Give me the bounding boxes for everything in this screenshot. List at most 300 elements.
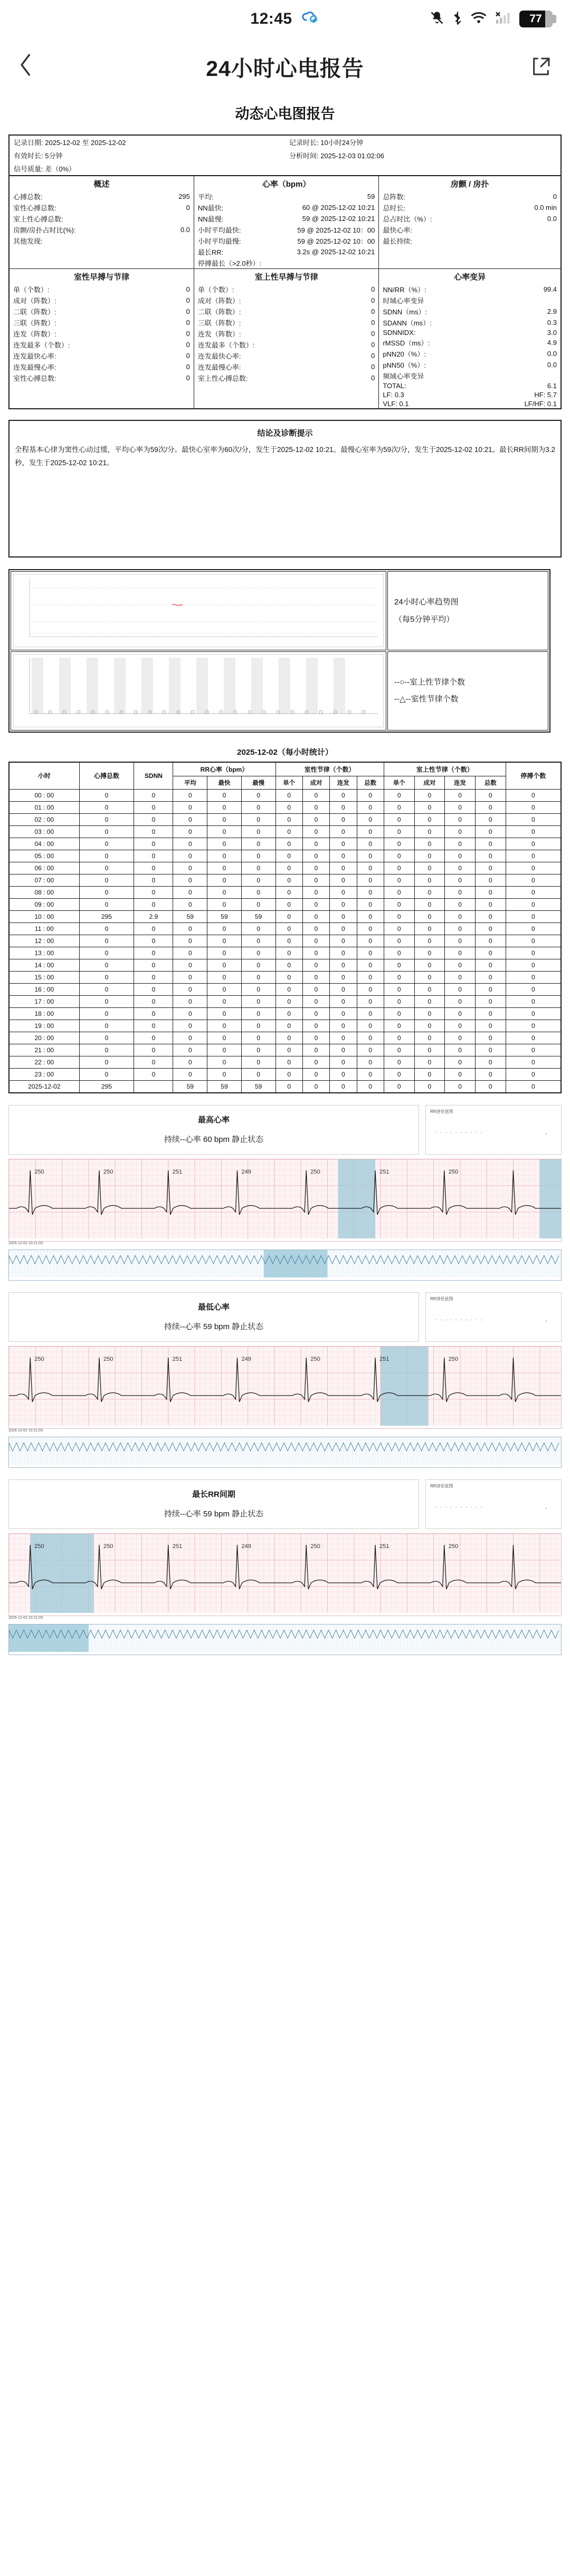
cell-value: 0 xyxy=(357,789,384,801)
cell-value: 0 xyxy=(384,1007,414,1020)
cell-value xyxy=(134,1080,173,1093)
cell-value: 0 xyxy=(302,1068,329,1080)
cell-value: 0 xyxy=(414,1020,445,1032)
kv-row xyxy=(194,257,378,268)
kv-value: 4.9 xyxy=(547,339,557,347)
cell-value: 0 xyxy=(207,1056,242,1068)
kv-key: 停搏最长（>2.0秒）: xyxy=(197,259,262,267)
cell-value: 0 xyxy=(384,1020,414,1032)
svg-text:249: 249 xyxy=(241,1168,251,1175)
heart-rate-list xyxy=(194,191,378,268)
cell-value: 0 xyxy=(241,1068,276,1080)
share-button[interactable] xyxy=(522,56,551,77)
cell-value: 0 xyxy=(330,1080,357,1093)
th-s-single: 单个 xyxy=(384,776,414,789)
cell-value: 0 xyxy=(357,838,384,850)
cell-value: 0 xyxy=(173,922,207,935)
cell-value: 0 xyxy=(475,1080,506,1093)
kv-value xyxy=(470,370,560,381)
kv-key: 连发最慢心率: xyxy=(13,363,56,371)
cell-value: 0 xyxy=(475,971,506,983)
table-row xyxy=(9,801,561,813)
kv-value: 0.0 xyxy=(547,215,557,223)
kv-row xyxy=(379,370,560,381)
kv-row xyxy=(10,191,194,202)
cell-value: 0 xyxy=(414,1068,445,1080)
cell-value: 0 xyxy=(134,922,173,935)
table-row xyxy=(9,910,561,922)
kv-value: 0 xyxy=(186,296,190,304)
cell-value: 0 xyxy=(241,838,276,850)
cell-value: 0 xyxy=(134,862,173,874)
kv-row xyxy=(10,372,194,383)
cell-value: 0 xyxy=(330,1044,357,1056)
cell-value: 0 xyxy=(79,995,134,1007)
rhythm-overview xyxy=(8,1437,562,1468)
cell-value: 0 xyxy=(173,862,207,874)
cell-value: 0 xyxy=(302,947,329,959)
cell-value: 0 xyxy=(302,971,329,983)
kv-key: 连发最多（个数）: xyxy=(197,341,255,349)
cell-value: 0 xyxy=(207,801,242,813)
cell-hour: 17 : 00 xyxy=(9,995,79,1007)
cell-value: 0 xyxy=(134,1007,173,1020)
cell-value: 0 xyxy=(357,1068,384,1080)
trend-caption-line1: 24小时心率趋势图 xyxy=(394,597,459,607)
cell-value: 0 xyxy=(384,801,414,813)
cell-value: 0 xyxy=(330,983,357,995)
kv-key: SDNNIDX: xyxy=(383,329,416,337)
kv-row xyxy=(194,246,378,257)
cell-value: 0 xyxy=(241,1044,276,1056)
report-document xyxy=(0,95,570,1856)
cell-value: 0 xyxy=(475,801,506,813)
cell-value: 0 xyxy=(414,789,445,801)
kv-row xyxy=(10,235,194,246)
kv-value: 0 xyxy=(371,319,375,326)
svg-text:249: 249 xyxy=(241,1543,251,1550)
cell-value: 0 xyxy=(173,947,207,959)
kv-row xyxy=(10,350,194,361)
ectopic-bar-plot xyxy=(11,651,386,730)
kv-row xyxy=(10,213,194,224)
cell-value: 0 xyxy=(445,935,476,947)
svg-text:250: 250 xyxy=(310,1543,320,1550)
panel-heading: 心率（bpm） xyxy=(262,180,311,189)
cell-value: 0 xyxy=(207,1068,242,1080)
cell-value: 0 xyxy=(79,971,134,983)
cell-value: 0 xyxy=(414,1080,445,1093)
kv-key: 小时平均最慢: xyxy=(197,237,241,245)
lorenz-plot xyxy=(425,1105,562,1155)
kv-value: 59 xyxy=(367,193,375,200)
kv-row xyxy=(194,361,378,372)
kv-value: 59 @ 2025-12-02 10：00 xyxy=(297,237,375,245)
cell-value: 0 xyxy=(506,850,561,862)
back-button[interactable] xyxy=(19,53,48,80)
cell-value: 0 xyxy=(79,1020,134,1032)
cell-value: 0 xyxy=(506,825,561,838)
kv-row xyxy=(194,284,378,295)
cell-value: 0 xyxy=(445,947,476,959)
hr-trend-caption xyxy=(387,571,548,650)
cell-value: 0 xyxy=(414,874,445,886)
cell-value: 0 xyxy=(445,789,476,801)
th-v-total: 总数 xyxy=(357,776,384,789)
cell-value: 0 xyxy=(173,813,207,825)
cell-value: 0 xyxy=(302,959,329,971)
cell-value: 0 xyxy=(445,910,476,922)
cell-value: 0 xyxy=(445,995,476,1007)
cloud-sync-icon xyxy=(302,12,320,27)
pvc-list xyxy=(10,284,194,408)
cell-value: 0 xyxy=(173,995,207,1007)
th-min: 最慢 xyxy=(241,776,276,789)
kv-value: 0 xyxy=(186,307,190,315)
kv-row xyxy=(194,328,378,339)
cell-value: 0 xyxy=(207,1032,242,1044)
cell-hour: 05 : 00 xyxy=(9,850,79,862)
cell-value: 0 xyxy=(330,922,357,935)
kv-key: 心搏总数: xyxy=(13,193,43,201)
cell-value: 0 xyxy=(445,1007,476,1020)
cell-hour: 18 : 00 xyxy=(9,1007,79,1020)
svg-text:250: 250 xyxy=(448,1543,459,1550)
kv-value: 0.0 min xyxy=(534,204,557,212)
cell-value: 0 xyxy=(79,886,134,898)
cell-value: 0 xyxy=(475,874,506,886)
cell-hour: 07 : 00 xyxy=(9,874,79,886)
meta-cell xyxy=(9,162,285,175)
cell-value: 0 xyxy=(475,947,506,959)
cell-value: 0 xyxy=(414,971,445,983)
cell-value: 0 xyxy=(302,995,329,1007)
meta-key: 信号质量: xyxy=(14,165,43,173)
cell-value: 0 xyxy=(134,995,173,1007)
meta-key: 有效时长: xyxy=(14,152,43,160)
cell-value: 0 xyxy=(173,1044,207,1056)
kv-value: 0.0 xyxy=(547,361,557,369)
panel-heading: 房颤 / 房扑 xyxy=(450,180,489,189)
page-title: 24小时心电报告 xyxy=(206,56,364,81)
cell-value: 0 xyxy=(134,1032,173,1044)
cell-value: 0 xyxy=(302,850,329,862)
cell-value: 0 xyxy=(357,850,384,862)
kv-key: 最长持续: xyxy=(383,237,412,245)
hr-trend-canvas xyxy=(13,574,384,647)
cell-value: 0 xyxy=(276,922,302,935)
cell-value: 0 xyxy=(241,789,276,801)
kv-value xyxy=(278,257,378,268)
cell-value: 0 xyxy=(445,1080,476,1093)
kv-row xyxy=(194,295,378,306)
kv-row xyxy=(194,372,378,383)
cell-value: 0 xyxy=(357,1080,384,1093)
ecg-strips-container xyxy=(8,1105,562,1655)
cell-value: 0 xyxy=(506,1007,561,1020)
cell-hour: 10 : 00 xyxy=(9,910,79,922)
cell-value: 0 xyxy=(207,862,242,874)
svg-text:251: 251 xyxy=(172,1356,183,1362)
cell-value: 0 xyxy=(384,959,414,971)
kv-key: 单（个数）: xyxy=(197,286,234,294)
cell-value: 0 xyxy=(414,1044,445,1056)
cell-value: 0 xyxy=(79,935,134,947)
kv-value xyxy=(470,295,560,306)
kv-row xyxy=(379,295,560,306)
svg-text:250: 250 xyxy=(34,1356,44,1362)
cell-hour: 20 : 00 xyxy=(9,1032,79,1044)
th-v-run: 连发 xyxy=(330,776,357,789)
cell-value: 0 xyxy=(475,789,506,801)
table-row xyxy=(9,874,561,886)
cell-value: 0 xyxy=(506,813,561,825)
cell-value: 59 xyxy=(207,1080,242,1093)
cell-value: 0 xyxy=(357,910,384,922)
cell-hour: 15 : 00 xyxy=(9,971,79,983)
cell-value: 0 xyxy=(276,874,302,886)
bluetooth-icon xyxy=(452,11,463,28)
kv-key: VLF: 0.1 xyxy=(383,400,409,408)
cell-value: 0 xyxy=(241,971,276,983)
cell-value: 0 xyxy=(506,959,561,971)
cell-value: 0 xyxy=(384,862,414,874)
kv-key: 连发（阵数）: xyxy=(197,330,241,338)
cell-value: 0 xyxy=(302,1020,329,1032)
cell-value: 0 xyxy=(384,813,414,825)
table-row xyxy=(9,935,561,947)
cell-value: 0 xyxy=(384,983,414,995)
cell-value: 0 xyxy=(276,910,302,922)
cell-value: 0 xyxy=(134,971,173,983)
cell-value: 0 xyxy=(475,959,506,971)
cell-value: 0 xyxy=(173,1068,207,1080)
status-bar-center xyxy=(250,10,319,28)
cell-value: 0 xyxy=(134,825,173,838)
ecg-timestamp: 2025-12-02 10:21:03 xyxy=(8,1428,43,1433)
cell-value: 0 xyxy=(357,959,384,971)
kv-row xyxy=(10,295,194,306)
kv-row xyxy=(194,235,378,246)
cell-value: 0 xyxy=(414,947,445,959)
cell-value: 0 xyxy=(445,838,476,850)
cell-value: 0 xyxy=(207,886,242,898)
cell-value: 0 xyxy=(276,1044,302,1056)
cell-value: 0 xyxy=(276,801,302,813)
lorenz-marker: · xyxy=(545,1504,547,1512)
kv-key: 成对（阵数）: xyxy=(197,297,241,305)
cell-value: 0 xyxy=(506,947,561,959)
table-row xyxy=(9,886,561,898)
cell-value: 0 xyxy=(475,995,506,1007)
cell-value: 0 xyxy=(79,825,134,838)
kv-row xyxy=(379,284,560,295)
cell-value: 0 xyxy=(384,995,414,1007)
strip-title: 最高心率 xyxy=(197,1115,230,1124)
kv-value: 99.4 xyxy=(543,285,557,293)
pac-list xyxy=(194,284,378,408)
kv-row xyxy=(194,317,378,328)
meta-key: 记录日期: xyxy=(14,139,43,147)
cell-value: 0 xyxy=(302,886,329,898)
cell-value: 0 xyxy=(276,1020,302,1032)
cell-value: 0 xyxy=(79,801,134,813)
kv-row xyxy=(379,381,560,390)
cell-value: 0 xyxy=(134,1056,173,1068)
cell-value: 0 xyxy=(414,862,445,874)
cell-value: 0 xyxy=(302,789,329,801)
cell-value: 0 xyxy=(445,1032,476,1044)
cell-value: 0 xyxy=(384,1044,414,1056)
cell-value: 0 xyxy=(445,959,476,971)
cell-value: 0 xyxy=(207,825,242,838)
kv-row xyxy=(194,202,378,213)
cell-value: 0 xyxy=(357,874,384,886)
cell-value: 0 xyxy=(330,971,357,983)
kv-key: 室性心搏总数: xyxy=(13,374,56,382)
kv-value xyxy=(155,235,194,246)
kv-value: 3.2s @ 2025-12-02 10:21 xyxy=(297,248,375,256)
cell-value: 0 xyxy=(384,1080,414,1093)
cell-value: 0 xyxy=(302,813,329,825)
cell-value: 0 xyxy=(302,1080,329,1093)
kv-key: 总时长: xyxy=(383,204,405,212)
table-row xyxy=(9,1032,561,1044)
cell-value: 0 xyxy=(134,789,173,801)
meta-value: 2025-12-03 01:02:06 xyxy=(320,152,384,160)
cell-value: 59 xyxy=(241,910,276,922)
cell-value: 0 xyxy=(241,898,276,910)
kv-row xyxy=(194,224,378,235)
cell-hour: 11 : 00 xyxy=(9,922,79,935)
cell-value: 0 xyxy=(330,898,357,910)
kv-row xyxy=(379,306,560,317)
cell-value: 0 xyxy=(134,850,173,862)
cell-value: 0 xyxy=(475,813,506,825)
cell-value: 0 xyxy=(276,862,302,874)
cell-value: 0 xyxy=(506,801,561,813)
kv-key: 三联（阵数）: xyxy=(197,319,241,327)
cell-value: 0 xyxy=(445,1044,476,1056)
ecg-strip-block xyxy=(8,1105,562,1281)
cell-value: 0 xyxy=(475,1068,506,1080)
cell-value: 2.9 xyxy=(134,910,173,922)
af-list xyxy=(379,191,560,267)
kv-key: 连发（阵数）: xyxy=(13,330,56,338)
svg-text:250: 250 xyxy=(34,1168,44,1175)
svg-text:250: 250 xyxy=(448,1168,459,1175)
meta-cell xyxy=(285,135,561,149)
app-header xyxy=(0,38,570,95)
cell-value: 0 xyxy=(357,862,384,874)
kv-value xyxy=(498,235,560,246)
kv-key: 二联（阵数）: xyxy=(13,308,56,316)
cell-value: 0 xyxy=(475,1056,506,1068)
kv-key: 三联（阵数）: xyxy=(13,319,56,327)
cell-value: 0 xyxy=(357,971,384,983)
cell-value: 0 xyxy=(384,850,414,862)
th-s-pair: 成对 xyxy=(414,776,445,789)
cell-value: 0 xyxy=(173,886,207,898)
kv-value: 0 xyxy=(371,374,375,382)
charts-block xyxy=(8,569,550,733)
kv-value: 0 xyxy=(186,319,190,326)
cell-value: 0 xyxy=(207,1020,242,1032)
cell-value: 0 xyxy=(445,801,476,813)
cell-value: 0 xyxy=(241,813,276,825)
svg-text:250: 250 xyxy=(103,1543,113,1550)
table-row xyxy=(9,1068,561,1080)
cell-value: 0 xyxy=(414,813,445,825)
kv-value: 0.0 xyxy=(547,350,557,358)
battery-level: 77 xyxy=(529,13,542,25)
cell-hour: 09 : 00 xyxy=(9,898,79,910)
kv-row xyxy=(10,246,194,267)
cell-value: 0 xyxy=(207,1044,242,1056)
cell-hour: 00 : 00 xyxy=(9,789,79,801)
kv-value: 0 xyxy=(186,363,190,371)
cell-value: 0 xyxy=(445,922,476,935)
cell-value: 0 xyxy=(414,935,445,947)
cell-value: 0 xyxy=(276,1007,302,1020)
cell-value: 0 xyxy=(276,886,302,898)
cell-value: 0 xyxy=(330,1007,357,1020)
cell-value: 0 xyxy=(330,813,357,825)
kv-key: 最长RR: xyxy=(197,248,224,256)
battery-icon xyxy=(519,11,552,27)
cell-value: 0 xyxy=(445,1020,476,1032)
cell-value: 0 xyxy=(134,1020,173,1032)
kv-key: rMSSD（ms）: xyxy=(383,339,430,347)
kv-key: NN/RR（%）: xyxy=(383,286,426,294)
kv-key: NN最慢: xyxy=(197,215,224,223)
cell-value: 0 xyxy=(276,838,302,850)
report-title: 动态心电图报告 xyxy=(235,106,335,122)
cell-value: 0 xyxy=(384,1056,414,1068)
hourly-table-body xyxy=(9,789,561,1093)
table-row xyxy=(9,1056,561,1068)
kv-key: 频域心率变异 xyxy=(383,372,424,380)
kv-row xyxy=(10,383,194,408)
kv-key: 室上性心搏总数: xyxy=(13,215,63,223)
kv-value: 0 xyxy=(371,363,375,371)
cell-value: 0 xyxy=(241,874,276,886)
cell-value: 0 xyxy=(241,1007,276,1020)
cell-value: 0 xyxy=(173,1020,207,1032)
ecg-strip-block xyxy=(8,1479,562,1655)
cell-value: 0 xyxy=(134,874,173,886)
cell-value: 0 xyxy=(241,995,276,1007)
cell-value: 0 xyxy=(384,910,414,922)
table-row xyxy=(9,850,561,862)
cell-value: 0 xyxy=(173,898,207,910)
rhythm-overview xyxy=(8,1624,562,1655)
panel-overview xyxy=(9,176,194,269)
cell-value: 0 xyxy=(241,983,276,995)
cell-value: 0 xyxy=(330,959,357,971)
ectopic-bar-canvas xyxy=(13,654,384,727)
kv-key: LF: 0.3 xyxy=(383,391,404,399)
cell-value: 0 xyxy=(302,935,329,947)
cell-value: 0 xyxy=(330,1032,357,1044)
cell-value: 295 xyxy=(79,910,134,922)
kv-row xyxy=(194,339,378,350)
signal-no-service-icon xyxy=(495,11,511,27)
svg-text:250: 250 xyxy=(103,1168,113,1175)
svg-text:250: 250 xyxy=(310,1356,320,1362)
kv-row xyxy=(10,284,194,295)
cell-value: 0 xyxy=(276,995,302,1007)
